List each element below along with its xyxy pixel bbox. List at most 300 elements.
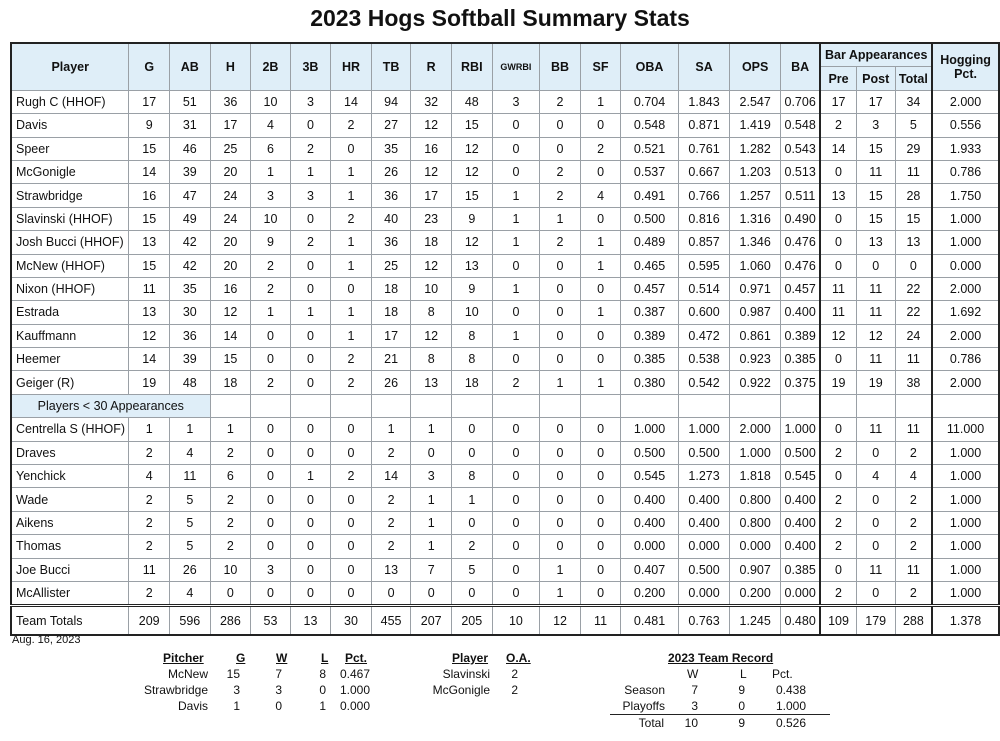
stat-cell: 12 bbox=[451, 137, 492, 160]
player-name: Strawbridge bbox=[11, 184, 129, 207]
stat-cell: 0.857 bbox=[678, 231, 730, 254]
stat-cell: 1 bbox=[411, 511, 452, 534]
summary-cell: Pitcher bbox=[163, 651, 204, 665]
stat-cell: 2 bbox=[371, 535, 411, 558]
stat-cell: 1 bbox=[580, 231, 621, 254]
stat-cell: 0 bbox=[492, 488, 540, 511]
stat-cell: 0.200 bbox=[621, 581, 678, 605]
stat-cell: 26 bbox=[371, 160, 411, 183]
summary-cell: 3 bbox=[233, 683, 240, 697]
stat-cell: 15 bbox=[129, 207, 170, 230]
stat-cell: 19 bbox=[856, 371, 895, 394]
stat-cell: 14 bbox=[129, 160, 170, 183]
stat-cell: 94 bbox=[371, 90, 411, 113]
stat-cell: 0 bbox=[251, 441, 291, 464]
empty-cell bbox=[730, 394, 781, 417]
stat-cell: 2 bbox=[129, 511, 170, 534]
team-record-row bbox=[600, 682, 830, 698]
stat-cell: 205 bbox=[451, 606, 492, 636]
stat-cell: 8 bbox=[411, 348, 452, 371]
stat-cell: 2 bbox=[331, 348, 372, 371]
stat-cell: 11 bbox=[129, 277, 170, 300]
stat-cell: 0 bbox=[251, 511, 291, 534]
stat-cell: 5 bbox=[170, 488, 211, 511]
stat-cell: 1 bbox=[451, 488, 492, 511]
stat-cell: 2 bbox=[129, 535, 170, 558]
stat-cell: 0 bbox=[895, 254, 932, 277]
stat-cell: 1.203 bbox=[730, 160, 781, 183]
stat-cell: 0 bbox=[331, 418, 372, 441]
stat-cell: 0 bbox=[492, 418, 540, 441]
stat-cell: 11 bbox=[820, 277, 856, 300]
stat-cell: 20 bbox=[210, 160, 251, 183]
stat-cell: 0.400 bbox=[621, 488, 678, 511]
stat-cell: 4 bbox=[856, 465, 895, 488]
stat-cell: 53 bbox=[251, 606, 291, 636]
stat-cell: 0 bbox=[540, 511, 581, 534]
player-name: Estrada bbox=[11, 301, 129, 324]
player-name: Joe Bucci bbox=[11, 558, 129, 581]
stat-cell: 0 bbox=[331, 581, 372, 605]
stat-cell: 19 bbox=[820, 371, 856, 394]
stat-cell: 1 bbox=[411, 418, 452, 441]
stat-cell: 0.000 bbox=[678, 535, 730, 558]
stat-cell: 15 bbox=[895, 207, 932, 230]
player-name: Wade bbox=[11, 488, 129, 511]
player-name: Thomas bbox=[11, 535, 129, 558]
stat-cell: 0.491 bbox=[621, 184, 678, 207]
stat-cell: 13 bbox=[371, 558, 411, 581]
stat-cell: 0 bbox=[580, 324, 621, 347]
summary-cell: Strawbridge bbox=[143, 683, 208, 697]
stat-cell: 18 bbox=[451, 371, 492, 394]
stat-cell: 1.000 bbox=[932, 558, 999, 581]
stat-cell: 0 bbox=[251, 324, 291, 347]
summary-cell: 1.000 bbox=[339, 683, 370, 697]
column-header: SA bbox=[678, 43, 730, 90]
team-record-total-row bbox=[600, 715, 830, 731]
summary-cell: W bbox=[276, 651, 288, 665]
stat-cell: 0.480 bbox=[780, 606, 820, 636]
stat-cell: 0.400 bbox=[678, 488, 730, 511]
stat-cell: 13 bbox=[290, 606, 331, 636]
summary-cell: W bbox=[687, 667, 699, 681]
stat-cell: 46 bbox=[170, 137, 211, 160]
stat-cell: 12 bbox=[129, 324, 170, 347]
column-header: GWRBI bbox=[492, 43, 540, 90]
stat-cell: 5 bbox=[170, 535, 211, 558]
stat-cell: 1.257 bbox=[730, 184, 781, 207]
stat-cell: 0.543 bbox=[780, 137, 820, 160]
stat-cell: 11 bbox=[170, 465, 211, 488]
stat-cell: 2 bbox=[290, 137, 331, 160]
stat-cell: 16 bbox=[411, 137, 452, 160]
stat-cell: 1 bbox=[290, 160, 331, 183]
stat-cell: 24 bbox=[895, 324, 932, 347]
stat-cell: 0.706 bbox=[780, 90, 820, 113]
summary-cell: McNew bbox=[167, 667, 208, 681]
player-name: Josh Bucci (HHOF) bbox=[11, 231, 129, 254]
team-record bbox=[600, 650, 830, 731]
stat-cell: 12 bbox=[411, 254, 452, 277]
empty-cell bbox=[780, 394, 820, 417]
stat-cell: 1 bbox=[492, 277, 540, 300]
stat-cell: 1.750 bbox=[932, 184, 999, 207]
stat-cell: 36 bbox=[170, 324, 211, 347]
table-row bbox=[11, 535, 999, 558]
stat-cell: 8 bbox=[451, 465, 492, 488]
stat-cell: 0 bbox=[820, 418, 856, 441]
stat-cell: 10 bbox=[251, 90, 291, 113]
stat-cell: 42 bbox=[170, 254, 211, 277]
stat-cell: 3 bbox=[251, 184, 291, 207]
stat-cell: 10 bbox=[411, 277, 452, 300]
stat-cell: 14 bbox=[820, 137, 856, 160]
stat-cell: 11 bbox=[856, 160, 895, 183]
stat-cell: 5 bbox=[451, 558, 492, 581]
stat-cell: 4 bbox=[129, 465, 170, 488]
stat-cell: 25 bbox=[210, 137, 251, 160]
stat-cell: 12 bbox=[411, 114, 452, 137]
stat-cell: 18 bbox=[371, 301, 411, 324]
stat-cell: 1 bbox=[331, 324, 372, 347]
table-row bbox=[11, 324, 999, 347]
stat-cell: 2 bbox=[210, 511, 251, 534]
summary-cell: Pct. bbox=[345, 651, 368, 665]
stat-cell: 1.060 bbox=[730, 254, 781, 277]
bar-appearances-subheader: Total bbox=[895, 67, 932, 90]
stat-cell: 2 bbox=[492, 371, 540, 394]
stat-cell: 0.476 bbox=[780, 231, 820, 254]
table-row bbox=[11, 207, 999, 230]
player-name: Yenchick bbox=[11, 465, 129, 488]
stat-cell: 13 bbox=[895, 231, 932, 254]
stat-cell: 3 bbox=[290, 90, 331, 113]
stat-cell: 0 bbox=[540, 137, 581, 160]
stat-cell: 0 bbox=[540, 114, 581, 137]
stat-cell: 24 bbox=[210, 184, 251, 207]
stat-cell: 0.465 bbox=[621, 254, 678, 277]
stat-cell: 18 bbox=[411, 231, 452, 254]
stat-cell: 11 bbox=[856, 277, 895, 300]
stat-cell: 2 bbox=[290, 231, 331, 254]
stat-cell: 1 bbox=[492, 231, 540, 254]
stat-cell: 0.556 bbox=[932, 114, 999, 137]
oa-row bbox=[420, 666, 560, 682]
stat-cell: 11 bbox=[580, 606, 621, 636]
table-row bbox=[11, 277, 999, 300]
stat-cell: 0 bbox=[580, 465, 621, 488]
stat-cell: 18 bbox=[210, 371, 251, 394]
stat-cell: 0 bbox=[540, 254, 581, 277]
stat-cell: 11 bbox=[129, 558, 170, 581]
stat-cell: 0 bbox=[540, 441, 581, 464]
table-row bbox=[11, 558, 999, 581]
section-row bbox=[11, 394, 999, 417]
stat-cell: 0.389 bbox=[780, 324, 820, 347]
stat-cell: 1.000 bbox=[932, 207, 999, 230]
empty-cell bbox=[251, 394, 291, 417]
stat-cell: 15 bbox=[856, 137, 895, 160]
stat-cell: 2 bbox=[129, 441, 170, 464]
stat-cell: 0 bbox=[290, 371, 331, 394]
oa-header-row bbox=[420, 650, 560, 666]
stat-cell: 2 bbox=[210, 535, 251, 558]
column-header: AB bbox=[170, 43, 211, 90]
pitching-summary bbox=[130, 650, 390, 714]
bar-appearances-header: Bar Appearances bbox=[820, 43, 932, 67]
stat-cell: 0 bbox=[492, 581, 540, 605]
table-row bbox=[11, 348, 999, 371]
stat-cell: 0 bbox=[411, 441, 452, 464]
column-header: Player bbox=[11, 43, 129, 90]
stat-cell: 0 bbox=[290, 581, 331, 605]
stat-cell: 0 bbox=[492, 535, 540, 558]
stat-cell: 2.000 bbox=[932, 90, 999, 113]
pitching-row bbox=[130, 698, 390, 714]
stat-cell: 25 bbox=[371, 254, 411, 277]
stat-cell: 17 bbox=[371, 324, 411, 347]
stat-cell: 0 bbox=[411, 581, 452, 605]
player-name: Davis bbox=[11, 114, 129, 137]
stat-cell: 8 bbox=[451, 348, 492, 371]
stat-cell: 36 bbox=[371, 184, 411, 207]
stat-cell: 0.538 bbox=[678, 348, 730, 371]
summary-cell: Playoffs bbox=[622, 699, 665, 713]
stat-cell: 0 bbox=[540, 324, 581, 347]
summary-cell: 0 bbox=[275, 699, 282, 713]
stat-cell: 2 bbox=[580, 137, 621, 160]
stat-cell: 39 bbox=[170, 348, 211, 371]
player-name: McAllister bbox=[11, 581, 129, 605]
stat-cell: 286 bbox=[210, 606, 251, 636]
stat-cell: 14 bbox=[210, 324, 251, 347]
stat-cell: 0 bbox=[290, 207, 331, 230]
page-title: 2023 Hogs Softball Summary Stats bbox=[310, 5, 690, 31]
stat-cell: 2 bbox=[251, 371, 291, 394]
stat-cell: 0 bbox=[290, 254, 331, 277]
stat-cell: 1 bbox=[331, 301, 372, 324]
stat-cell: 0.400 bbox=[780, 535, 820, 558]
table-row bbox=[11, 511, 999, 534]
stat-cell: 1.273 bbox=[678, 465, 730, 488]
player-name: Slavinski (HHOF) bbox=[11, 207, 129, 230]
stat-cell: 1 bbox=[251, 160, 291, 183]
column-header: H bbox=[210, 43, 251, 90]
bar-appearances-subheader: Post bbox=[856, 67, 895, 90]
stat-cell: 2 bbox=[895, 581, 932, 605]
stat-cell: 0 bbox=[540, 348, 581, 371]
summary-cell: McGonigle bbox=[432, 683, 490, 697]
stat-cell: 1 bbox=[129, 418, 170, 441]
stat-cell: 0.861 bbox=[730, 324, 781, 347]
stat-cell: 0 bbox=[580, 160, 621, 183]
stat-cell: 2 bbox=[820, 581, 856, 605]
stat-cell: 0 bbox=[492, 348, 540, 371]
stat-cell: 4 bbox=[580, 184, 621, 207]
table-row bbox=[11, 137, 999, 160]
stat-cell: 596 bbox=[170, 606, 211, 636]
stat-cell: 0.200 bbox=[730, 581, 781, 605]
stat-cell: 0.375 bbox=[780, 371, 820, 394]
stat-cell: 2 bbox=[895, 511, 932, 534]
stat-cell: 0.545 bbox=[780, 465, 820, 488]
stat-cell: 11 bbox=[856, 348, 895, 371]
stat-cell: 6 bbox=[251, 137, 291, 160]
stat-cell: 15 bbox=[129, 137, 170, 160]
stat-cell: 0.472 bbox=[678, 324, 730, 347]
stat-cell: 2 bbox=[820, 114, 856, 137]
summary-cell: 2 bbox=[511, 683, 518, 697]
stat-cell: 2 bbox=[895, 488, 932, 511]
report-date: Aug. 16, 2023 bbox=[12, 634, 81, 646]
team-record-header-row bbox=[600, 666, 830, 682]
stat-cell: 109 bbox=[820, 606, 856, 636]
stat-cell: 2 bbox=[540, 231, 581, 254]
stat-cell: 0 bbox=[331, 277, 372, 300]
stat-cell: 36 bbox=[210, 90, 251, 113]
empty-cell bbox=[540, 394, 581, 417]
stat-cell: 0 bbox=[856, 581, 895, 605]
stat-cell: 0 bbox=[371, 581, 411, 605]
stat-cell: 0.595 bbox=[678, 254, 730, 277]
table-row bbox=[11, 114, 999, 137]
stat-cell: 209 bbox=[129, 606, 170, 636]
stat-cell: 0 bbox=[856, 511, 895, 534]
stat-cell: 0 bbox=[451, 418, 492, 441]
stat-cell: 0 bbox=[540, 277, 581, 300]
stat-cell: 0 bbox=[451, 581, 492, 605]
stat-cell: 0 bbox=[580, 535, 621, 558]
summary-cell: 1 bbox=[233, 699, 240, 713]
stat-cell: 10 bbox=[251, 207, 291, 230]
stats-table bbox=[10, 42, 1000, 636]
table-row bbox=[11, 160, 999, 183]
stat-cell: 1 bbox=[492, 184, 540, 207]
stat-cell: 0 bbox=[290, 535, 331, 558]
stat-cell: 0 bbox=[290, 558, 331, 581]
empty-cell bbox=[290, 394, 331, 417]
stat-cell: 28 bbox=[895, 184, 932, 207]
pitching-row bbox=[130, 682, 390, 698]
stat-cell: 1 bbox=[540, 207, 581, 230]
stat-cell: 0.500 bbox=[678, 558, 730, 581]
stat-cell: 2.547 bbox=[730, 90, 781, 113]
table-row bbox=[11, 488, 999, 511]
stat-cell: 1 bbox=[580, 90, 621, 113]
stat-cell: 2 bbox=[371, 511, 411, 534]
stat-cell: 1 bbox=[540, 581, 581, 605]
stat-cell: 1.000 bbox=[932, 465, 999, 488]
player-name: Rugh C (HHOF) bbox=[11, 90, 129, 113]
stat-cell: 0 bbox=[820, 465, 856, 488]
stat-cell: 0 bbox=[820, 254, 856, 277]
stat-cell: 1.000 bbox=[932, 581, 999, 605]
stat-cell: 49 bbox=[170, 207, 211, 230]
stat-cell: 4 bbox=[170, 441, 211, 464]
empty-cell bbox=[371, 394, 411, 417]
stat-cell: 0.545 bbox=[621, 465, 678, 488]
stat-cell: 20 bbox=[210, 231, 251, 254]
stat-cell: 0.000 bbox=[780, 581, 820, 605]
stat-cell: 0.457 bbox=[621, 277, 678, 300]
stat-cell: 0 bbox=[492, 465, 540, 488]
stat-cell: 4 bbox=[170, 581, 211, 605]
stat-cell: 2 bbox=[540, 160, 581, 183]
column-header: SF bbox=[580, 43, 621, 90]
stat-cell: 11 bbox=[856, 558, 895, 581]
stat-cell: 0 bbox=[856, 254, 895, 277]
stat-cell: 1.346 bbox=[730, 231, 781, 254]
stat-cell: 42 bbox=[170, 231, 211, 254]
stat-cell: 1 bbox=[251, 301, 291, 324]
summary-cell: L bbox=[740, 667, 747, 681]
stat-cell: 2 bbox=[129, 488, 170, 511]
stat-cell: 2 bbox=[540, 90, 581, 113]
stat-cell: 18 bbox=[371, 277, 411, 300]
stat-cell: 12 bbox=[411, 160, 452, 183]
stat-cell: 2 bbox=[210, 488, 251, 511]
stat-cell: 0.511 bbox=[780, 184, 820, 207]
stat-cell: 1.000 bbox=[932, 535, 999, 558]
table-row bbox=[11, 90, 999, 113]
stat-cell: 2 bbox=[820, 441, 856, 464]
stat-cell: 0.923 bbox=[730, 348, 781, 371]
stat-cell: 3 bbox=[856, 114, 895, 137]
summary-cell: L bbox=[321, 651, 329, 665]
stat-cell: 39 bbox=[170, 160, 211, 183]
summary-cell: 0.438 bbox=[775, 683, 806, 697]
stat-cell: 4 bbox=[251, 114, 291, 137]
stat-cell: 2.000 bbox=[932, 277, 999, 300]
column-header: HR bbox=[331, 43, 372, 90]
stat-cell: 0 bbox=[290, 488, 331, 511]
stat-cell: 207 bbox=[411, 606, 452, 636]
stat-cell: 17 bbox=[411, 184, 452, 207]
stat-cell: 13 bbox=[129, 301, 170, 324]
summary-cell: 3 bbox=[275, 683, 282, 697]
stat-cell: 3 bbox=[290, 184, 331, 207]
summary-cell: 2 bbox=[511, 667, 518, 681]
stat-cell: 0 bbox=[580, 348, 621, 371]
stat-cell: 1 bbox=[371, 418, 411, 441]
table-row bbox=[11, 465, 999, 488]
stat-cell: 0 bbox=[451, 441, 492, 464]
stat-cell: 0 bbox=[856, 535, 895, 558]
stat-cell: 0.548 bbox=[621, 114, 678, 137]
stat-cell: 1 bbox=[540, 558, 581, 581]
summary-cell: 3 bbox=[691, 699, 698, 713]
stat-cell: 22 bbox=[895, 277, 932, 300]
stat-cell: 1.000 bbox=[621, 418, 678, 441]
stat-cell: 12 bbox=[210, 301, 251, 324]
stat-cell: 0 bbox=[290, 511, 331, 534]
stat-cell: 1 bbox=[540, 371, 581, 394]
stat-cell: 26 bbox=[371, 371, 411, 394]
header-row bbox=[11, 43, 999, 67]
summary-cell: Season bbox=[624, 683, 665, 697]
oa-summary bbox=[420, 650, 560, 698]
stat-cell: 3 bbox=[492, 90, 540, 113]
stat-cell: 31 bbox=[170, 114, 211, 137]
stat-cell: 0 bbox=[820, 558, 856, 581]
stat-cell: 2 bbox=[331, 465, 372, 488]
empty-cell bbox=[856, 394, 895, 417]
player-name: McNew (HHOF) bbox=[11, 254, 129, 277]
stat-cell: 2 bbox=[331, 114, 372, 137]
stat-cell: 0 bbox=[492, 114, 540, 137]
stat-cell: 0.400 bbox=[621, 511, 678, 534]
